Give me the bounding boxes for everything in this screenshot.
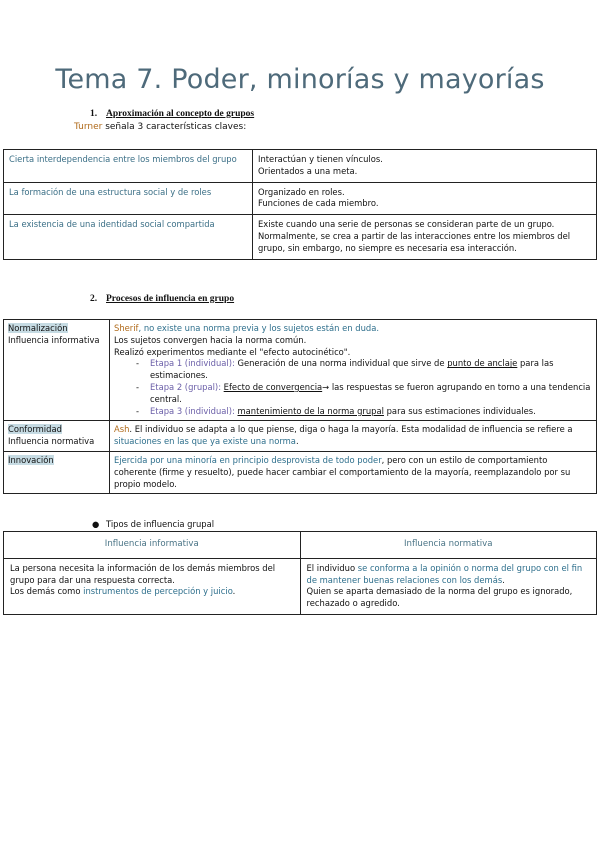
table-cell: [253, 215, 597, 259]
influence-processes-table: [3, 319, 597, 494]
table-header-row: [4, 532, 597, 559]
table-cell: [253, 182, 597, 215]
table-cell: [110, 451, 597, 493]
page-title: Tema 7. Poder, minorías y mayorías: [55, 64, 545, 95]
conformidad-text: . El individuo se adapta a lo que piense, diga o haga la mayoría. Esta modalidad de influencia se refiere a: [129, 424, 573, 435]
stage-colon: :: [232, 405, 238, 416]
cell-post: .: [232, 586, 236, 597]
conformidad-highlight: situaciones en las que ya existe una norma: [114, 436, 296, 447]
influence-types-table: [3, 531, 597, 615]
stage-name: Etapa 3 (individual): [150, 405, 232, 416]
sherif-author: Sherif: [114, 323, 139, 333]
table-cell: [110, 320, 597, 421]
innovacion-text: , pero con un estilo de comportamiento coherente (firme y resuelto), puede hacer cambiar el comportamiento de la mayoría, reemplazandolo por su propio modelo.: [114, 454, 571, 489]
stage-text: para sus estimaciones individuales.: [383, 405, 536, 416]
cell-highlight: se conforma a la opinión o norma del grupo con el fin de mantener buenas relaciones con los demás: [306, 562, 583, 585]
conformidad-sublabel: Influencia normativa: [8, 436, 95, 447]
bullet-dot: ●: [92, 519, 100, 529]
stage-colon: :: [218, 381, 224, 392]
cell-line: Realizó experimentos mediante el "efecto autocinético".: [114, 346, 351, 357]
stage-name: Etapa 2 (grupal): [150, 381, 219, 392]
stage-key: Efecto de convergencia: [223, 381, 323, 392]
innovacion-highlight: Ejercida por una minoría en principio desprovista de todo poder: [114, 454, 382, 465]
table-row: [4, 215, 597, 259]
ash-author: Ash: [114, 424, 130, 435]
table-row: [4, 421, 597, 452]
stage-after: para las estimaciones.: [150, 358, 554, 381]
innovacion-label: Innovación: [8, 454, 54, 465]
stages-list: [114, 358, 592, 417]
section2-number: 2.: [90, 294, 98, 304]
table-row: [4, 320, 597, 421]
cell-line: Organizado en roles.: [258, 186, 345, 197]
stage-name: Etapa 1 (individual): [150, 358, 232, 369]
header-informativa: Influencia informativa: [4, 532, 301, 559]
section2-heading: [90, 294, 234, 304]
section2-title: Procesos de influencia en grupo: [106, 294, 235, 304]
table-cell: [4, 320, 110, 421]
section1-title: Aproximación al concepto de grupos: [106, 109, 255, 119]
cell-post: .: [502, 574, 505, 585]
cell-line: Interactúan y tienen vínculos.: [258, 154, 383, 164]
list-item: [136, 406, 592, 418]
section1-heading: [90, 109, 254, 119]
list-item: [136, 358, 592, 382]
stage-underlined: punto de anclaje: [447, 358, 518, 369]
table-row: [4, 150, 597, 183]
cell-pre: El individuo: [306, 562, 358, 573]
sherif-claim: , no existe una norma previa y los sujetos están en duda.: [138, 323, 380, 333]
cell-line: Normalmente, se crea a partir de las interacciones entre los miembros del grupo, sin embargo, no siempre es necesaria esa interacción.: [258, 230, 571, 253]
table-cell: [4, 558, 301, 614]
table-row: [4, 558, 597, 614]
table-cell: Cierta interdependencia entre los miembros del grupo: [4, 150, 253, 183]
cell-line: Los sujetos convergen hacia la norma común.: [114, 334, 307, 345]
table-row: [4, 451, 597, 493]
bullet-text: Tipos de influencia grupal: [106, 519, 215, 529]
table-cell: [300, 558, 597, 614]
characteristics-table: [3, 149, 597, 260]
table-cell: La existencia de una identidad social compartida: [4, 215, 253, 259]
cell-line: Orientados a una meta.: [258, 165, 358, 176]
bullet-item: [92, 519, 214, 529]
cell-pre: Los demás como: [10, 586, 84, 597]
cell-highlight: instrumentos de percepción y juicio: [83, 586, 233, 597]
table-cell: [4, 421, 110, 452]
normalizacion-label: Normalización: [8, 323, 68, 333]
table-cell: [253, 150, 597, 183]
section1-number: 1.: [90, 109, 98, 119]
cell-line: Quien se aparta demasiado de la norma del grupo es ignorado, rechazado o agredido.: [306, 586, 573, 609]
header-normativa: Influencia normativa: [300, 532, 597, 559]
intro-text: [74, 122, 246, 132]
table-cell: La formación de una estructura social y de roles: [4, 182, 253, 215]
cell-line: Existe cuando una serie de personas se consideran parte de un grupo.: [258, 219, 555, 230]
conformidad-label: Conformidad: [8, 424, 62, 435]
list-item: [136, 382, 592, 406]
stage-text: → las respuestas se fueron agrupando en torno a una tendencia central.: [150, 381, 591, 404]
table-row: [4, 182, 597, 215]
cell-line: Funciones de cada miembro.: [258, 198, 379, 209]
stage-text: Generación de una norma individual que sirve de: [237, 358, 448, 369]
table-cell: [4, 451, 110, 493]
intro-rest: señala 3 características claves:: [102, 122, 247, 132]
conformidad-end: .: [295, 436, 299, 447]
cell-line: La persona necesita la información de los demás miembros del grupo para dar una respuesta correcta.: [10, 562, 276, 585]
table-cell: [110, 421, 597, 452]
normalizacion-sublabel: Influencia informativa: [8, 334, 100, 345]
intro-author: Turner: [74, 122, 103, 132]
stage-key: mantenimiento de la norma grupal: [237, 405, 384, 416]
stage-colon: :: [232, 358, 238, 369]
